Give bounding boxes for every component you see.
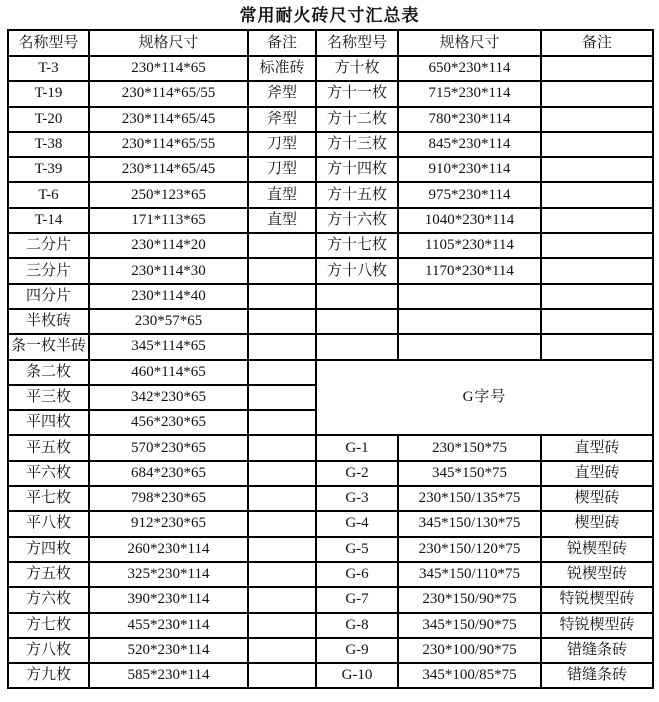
table-cell: 斧型 xyxy=(248,81,316,106)
table-cell: 方九枚 xyxy=(8,663,89,688)
table-cell: T-38 xyxy=(8,132,89,157)
table-body xyxy=(8,56,653,688)
table-cell xyxy=(248,638,316,663)
table-cell: 特锐楔型砖 xyxy=(541,613,653,638)
table-row xyxy=(8,461,653,486)
table-cell: 456*230*65 xyxy=(89,410,248,435)
table-cell: 方十七枚 xyxy=(316,233,398,258)
table-row xyxy=(8,613,653,638)
header-row xyxy=(8,30,653,56)
table-cell xyxy=(248,360,316,385)
table-row xyxy=(8,435,653,460)
table-row xyxy=(8,157,653,182)
table-cell: 二分片 xyxy=(8,233,89,258)
table-cell: 条一枚半砖 xyxy=(8,334,89,359)
table-cell: 半枚砖 xyxy=(8,309,89,334)
table-cell xyxy=(248,309,316,334)
table-cell: G-8 xyxy=(316,613,398,638)
table-row xyxy=(8,107,653,132)
table-cell: 四分片 xyxy=(8,284,89,309)
table-cell: T-39 xyxy=(8,157,89,182)
table-cell xyxy=(398,334,541,359)
table-cell xyxy=(248,284,316,309)
table-cell: 直型 xyxy=(248,208,316,233)
table-cell: 刀型 xyxy=(248,157,316,182)
table-row xyxy=(8,309,653,334)
table-cell: 刀型 xyxy=(248,132,316,157)
table-cell: 方十一枚 xyxy=(316,81,398,106)
table-cell: 230*150/135*75 xyxy=(398,486,541,511)
table-cell: 锐楔型砖 xyxy=(541,562,653,587)
table-row xyxy=(8,56,653,81)
g-series-merged-label-cell: G字号 xyxy=(316,360,653,436)
table-cell: 1170*230*114 xyxy=(398,258,541,283)
table-row xyxy=(8,132,653,157)
table-cell: G-7 xyxy=(316,587,398,612)
header-note-right: 备注 xyxy=(541,30,653,56)
table-cell: 230*114*65/45 xyxy=(89,107,248,132)
table-cell: 1105*230*114 xyxy=(398,233,541,258)
table-cell xyxy=(541,56,653,81)
table-cell xyxy=(541,258,653,283)
table-cell: 230*114*65/55 xyxy=(89,81,248,106)
table-cell: 975*230*114 xyxy=(398,182,541,207)
table-cell: 230*114*65 xyxy=(89,56,248,81)
table-cell: 楔型砖 xyxy=(541,486,653,511)
table-cell xyxy=(541,157,653,182)
table-cell: 798*230*65 xyxy=(89,486,248,511)
table-cell: 三分片 xyxy=(8,258,89,283)
table-cell xyxy=(248,537,316,562)
table-cell: 230*150/90*75 xyxy=(398,587,541,612)
table-cell: 方五枚 xyxy=(8,562,89,587)
table-cell: 390*230*114 xyxy=(89,587,248,612)
table-cell: 方六枚 xyxy=(8,587,89,612)
table-cell: G-10 xyxy=(316,663,398,688)
table-cell xyxy=(541,81,653,106)
table-cell xyxy=(248,385,316,410)
table-cell: 345*114*65 xyxy=(89,334,248,359)
table-cell: 684*230*65 xyxy=(89,461,248,486)
table-cell: 平四枚 xyxy=(8,410,89,435)
table-cell: G-1 xyxy=(316,435,398,460)
page-title: 常用耐火砖尺寸汇总表 xyxy=(239,6,420,25)
table-cell xyxy=(316,284,398,309)
table-cell xyxy=(541,233,653,258)
table-cell: 345*150/110*75 xyxy=(398,562,541,587)
table-cell: 1040*230*114 xyxy=(398,208,541,233)
table-cell xyxy=(541,132,653,157)
table-row xyxy=(8,537,653,562)
table-cell: 570*230*65 xyxy=(89,435,248,460)
table-cell: 错缝条砖 xyxy=(541,638,653,663)
table-row xyxy=(8,81,653,106)
table-row xyxy=(8,562,653,587)
table-cell: 230*57*65 xyxy=(89,309,248,334)
table-cell: 845*230*114 xyxy=(398,132,541,157)
header-name-right: 名称型号 xyxy=(316,30,398,56)
table-row xyxy=(8,638,653,663)
table-row xyxy=(8,360,653,385)
table-cell xyxy=(541,208,653,233)
table-cell: G-9 xyxy=(316,638,398,663)
table-cell: 171*113*65 xyxy=(89,208,248,233)
table-cell xyxy=(398,284,541,309)
table-cell: 直型 xyxy=(248,182,316,207)
table-cell: 标准砖 xyxy=(248,56,316,81)
table-cell xyxy=(248,562,316,587)
table-cell xyxy=(541,182,653,207)
table-cell xyxy=(248,613,316,638)
table-cell: 方十六枚 xyxy=(316,208,398,233)
table-cell: 520*230*114 xyxy=(89,638,248,663)
table-cell: T-14 xyxy=(8,208,89,233)
table-row xyxy=(8,258,653,283)
table-cell: 方十四枚 xyxy=(316,157,398,182)
table-cell: 260*230*114 xyxy=(89,537,248,562)
table-cell xyxy=(541,107,653,132)
table-cell: 912*230*65 xyxy=(89,511,248,536)
table-cell: 230*114*65/45 xyxy=(89,157,248,182)
table-cell: 方十八枚 xyxy=(316,258,398,283)
table-cell: G-5 xyxy=(316,537,398,562)
table-cell xyxy=(248,663,316,688)
table-cell xyxy=(248,233,316,258)
header-size-left: 规格尺寸 xyxy=(89,30,248,56)
table-cell: 楔型砖 xyxy=(541,511,653,536)
table-cell: T-3 xyxy=(8,56,89,81)
table-cell: 方十枚 xyxy=(316,56,398,81)
table-cell: 345*150*75 xyxy=(398,461,541,486)
table-cell: 455*230*114 xyxy=(89,613,248,638)
table-row xyxy=(8,663,653,688)
table-cell: 平六枚 xyxy=(8,461,89,486)
table-cell: 锐楔型砖 xyxy=(541,537,653,562)
table-cell xyxy=(541,284,653,309)
table-cell xyxy=(248,334,316,359)
header-note-left: 备注 xyxy=(248,30,316,56)
header-size-right: 规格尺寸 xyxy=(398,30,541,56)
table-row xyxy=(8,284,653,309)
table-cell: G-2 xyxy=(316,461,398,486)
table-row xyxy=(8,587,653,612)
table-cell: 345*150/90*75 xyxy=(398,613,541,638)
table-row xyxy=(8,486,653,511)
table-cell xyxy=(248,511,316,536)
table-cell: 平五枚 xyxy=(8,435,89,460)
table-cell xyxy=(316,334,398,359)
table-cell: 342*230*65 xyxy=(89,385,248,410)
table-cell: 条二枚 xyxy=(8,360,89,385)
table-cell: 230*100/90*75 xyxy=(398,638,541,663)
table-row xyxy=(8,334,653,359)
table-cell xyxy=(248,461,316,486)
table-cell: 特锐楔型砖 xyxy=(541,587,653,612)
table-cell: 方八枚 xyxy=(8,638,89,663)
table-cell xyxy=(248,258,316,283)
table-cell: 715*230*114 xyxy=(398,81,541,106)
table-cell: 230*114*65/55 xyxy=(89,132,248,157)
table-cell: 325*230*114 xyxy=(89,562,248,587)
table-cell: G-3 xyxy=(316,486,398,511)
table-cell: 230*114*40 xyxy=(89,284,248,309)
table-cell: 方十二枚 xyxy=(316,107,398,132)
table-cell: 方七枚 xyxy=(8,613,89,638)
table-cell xyxy=(541,309,653,334)
table-row xyxy=(8,511,653,536)
table-cell: 345*150/130*75 xyxy=(398,511,541,536)
table-cell xyxy=(248,435,316,460)
table-cell: 方十三枚 xyxy=(316,132,398,157)
brick-size-table xyxy=(7,29,654,689)
table-cell: 平七枚 xyxy=(8,486,89,511)
table-row xyxy=(8,208,653,233)
table-cell: 直型砖 xyxy=(541,435,653,460)
table-cell: 780*230*114 xyxy=(398,107,541,132)
table-cell: 230*150/120*75 xyxy=(398,537,541,562)
table-cell: 345*100/85*75 xyxy=(398,663,541,688)
table-cell: 方四枚 xyxy=(8,537,89,562)
header-name-left: 名称型号 xyxy=(8,30,89,56)
table-cell: 斧型 xyxy=(248,107,316,132)
table-cell: 230*114*30 xyxy=(89,258,248,283)
table-cell: 直型砖 xyxy=(541,461,653,486)
table-cell: T-20 xyxy=(8,107,89,132)
table-row xyxy=(8,233,653,258)
table-cell: 910*230*114 xyxy=(398,157,541,182)
table-cell xyxy=(541,334,653,359)
table-cell xyxy=(316,309,398,334)
table-cell: G-6 xyxy=(316,562,398,587)
table-row xyxy=(8,182,653,207)
table-cell: 230*150*75 xyxy=(398,435,541,460)
table-cell: T-19 xyxy=(8,81,89,106)
table-cell: T-6 xyxy=(8,182,89,207)
table-cell: 平八枚 xyxy=(8,511,89,536)
table-cell xyxy=(398,309,541,334)
table-cell: 250*123*65 xyxy=(89,182,248,207)
table-cell: 方十五枚 xyxy=(316,182,398,207)
table-cell xyxy=(248,410,316,435)
table-cell xyxy=(248,486,316,511)
table-cell: 460*114*65 xyxy=(89,360,248,385)
table-cell: 650*230*114 xyxy=(398,56,541,81)
table-cell: 585*230*114 xyxy=(89,663,248,688)
table-cell: G-4 xyxy=(316,511,398,536)
table-cell: 平三枚 xyxy=(8,385,89,410)
table-cell: 230*114*20 xyxy=(89,233,248,258)
table-cell xyxy=(248,587,316,612)
table-cell: 错缝条砖 xyxy=(541,663,653,688)
